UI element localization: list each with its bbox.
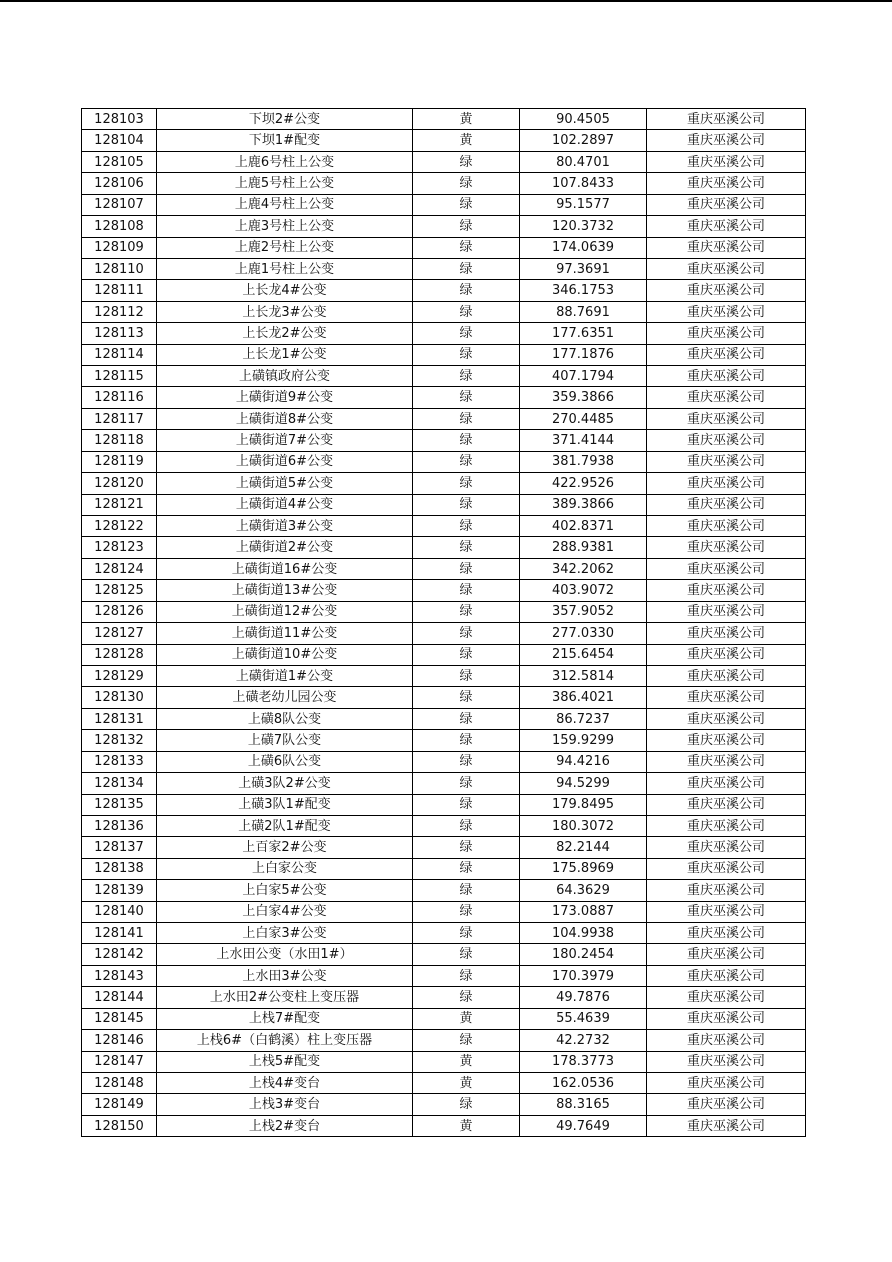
- table-row: [82, 537, 806, 558]
- transformer-name-cell: 上磺街道13#公变: [157, 580, 413, 601]
- status-grade-cell: 黄: [413, 109, 520, 130]
- status-grade-cell: 绿: [413, 901, 520, 922]
- table-row: [82, 687, 806, 708]
- station-code-cell: 128150: [82, 1115, 157, 1136]
- status-grade-cell: 黄: [413, 130, 520, 151]
- station-code-cell: 128107: [82, 194, 157, 215]
- status-grade-cell: 绿: [413, 730, 520, 751]
- table-row: [82, 965, 806, 986]
- company-cell: 重庆巫溪公司: [647, 944, 806, 965]
- table-row: [82, 858, 806, 879]
- station-code-cell: 128122: [82, 516, 157, 537]
- transformer-name-cell: 上栈3#变台: [157, 1094, 413, 1115]
- station-code-cell: 128129: [82, 665, 157, 686]
- metric-value-cell: 422.9526: [520, 473, 647, 494]
- company-cell: 重庆巫溪公司: [647, 773, 806, 794]
- company-cell: 重庆巫溪公司: [647, 451, 806, 472]
- table-row: [82, 258, 806, 279]
- status-grade-cell: 绿: [413, 237, 520, 258]
- table-row: [82, 1072, 806, 1093]
- transformer-name-cell: 上磺街道6#公变: [157, 451, 413, 472]
- transformer-name-cell: 上磺街道11#公变: [157, 623, 413, 644]
- status-grade-cell: 绿: [413, 601, 520, 622]
- transformer-name-cell: 上磺街道8#公变: [157, 408, 413, 429]
- company-cell: 重庆巫溪公司: [647, 323, 806, 344]
- transformer-name-cell: 上磺2队1#配变: [157, 815, 413, 836]
- status-grade-cell: 黄: [413, 1051, 520, 1072]
- company-cell: 重庆巫溪公司: [647, 194, 806, 215]
- status-grade-cell: 绿: [413, 516, 520, 537]
- company-cell: 重庆巫溪公司: [647, 644, 806, 665]
- transformer-name-cell: 上磺街道1#公变: [157, 665, 413, 686]
- station-code-cell: 128144: [82, 987, 157, 1008]
- status-grade-cell: 黄: [413, 1008, 520, 1029]
- station-code-cell: 128103: [82, 109, 157, 130]
- station-code-cell: 128113: [82, 323, 157, 344]
- table-row: [82, 1008, 806, 1029]
- metric-value-cell: 82.2144: [520, 837, 647, 858]
- station-code-cell: 128125: [82, 580, 157, 601]
- status-grade-cell: 绿: [413, 580, 520, 601]
- company-cell: 重庆巫溪公司: [647, 601, 806, 622]
- status-grade-cell: 绿: [413, 280, 520, 301]
- metric-value-cell: 175.8969: [520, 858, 647, 879]
- company-cell: 重庆巫溪公司: [647, 580, 806, 601]
- station-code-cell: 128142: [82, 944, 157, 965]
- status-grade-cell: 绿: [413, 558, 520, 579]
- station-code-cell: 128111: [82, 280, 157, 301]
- transformer-name-cell: 上磺街道9#公变: [157, 387, 413, 408]
- table-row: [82, 944, 806, 965]
- metric-value-cell: 381.7938: [520, 451, 647, 472]
- transformer-name-cell: 上白家4#公变: [157, 901, 413, 922]
- table-body: [82, 109, 806, 1137]
- station-code-cell: 128141: [82, 923, 157, 944]
- company-cell: 重庆巫溪公司: [647, 151, 806, 172]
- station-code-cell: 128146: [82, 1030, 157, 1051]
- status-grade-cell: 绿: [413, 173, 520, 194]
- table-row: [82, 109, 806, 130]
- metric-value-cell: 270.4485: [520, 408, 647, 429]
- status-grade-cell: 黄: [413, 1115, 520, 1136]
- status-grade-cell: 绿: [413, 623, 520, 644]
- metric-value-cell: 64.3629: [520, 880, 647, 901]
- table-row: [82, 1094, 806, 1115]
- company-cell: 重庆巫溪公司: [647, 1072, 806, 1093]
- station-code-cell: 128116: [82, 387, 157, 408]
- status-grade-cell: 绿: [413, 923, 520, 944]
- metric-value-cell: 312.5814: [520, 665, 647, 686]
- status-grade-cell: 绿: [413, 815, 520, 836]
- table-row: [82, 708, 806, 729]
- transformer-name-cell: 上磺老幼儿园公变: [157, 687, 413, 708]
- station-code-cell: 128119: [82, 451, 157, 472]
- table-row: [82, 516, 806, 537]
- status-grade-cell: 绿: [413, 1094, 520, 1115]
- metric-value-cell: 107.8433: [520, 173, 647, 194]
- company-cell: 重庆巫溪公司: [647, 516, 806, 537]
- table-row: [82, 237, 806, 258]
- company-cell: 重庆巫溪公司: [647, 558, 806, 579]
- transformer-name-cell: 上磺街道4#公变: [157, 494, 413, 515]
- metric-value-cell: 389.3866: [520, 494, 647, 515]
- status-grade-cell: 绿: [413, 751, 520, 772]
- table-row: [82, 815, 806, 836]
- company-cell: 重庆巫溪公司: [647, 708, 806, 729]
- transformer-name-cell: 下坝1#配变: [157, 130, 413, 151]
- company-cell: 重庆巫溪公司: [647, 494, 806, 515]
- metric-value-cell: 173.0887: [520, 901, 647, 922]
- status-grade-cell: 绿: [413, 258, 520, 279]
- status-grade-cell: 绿: [413, 366, 520, 387]
- status-grade-cell: 绿: [413, 944, 520, 965]
- table-row: [82, 644, 806, 665]
- station-code-cell: 128134: [82, 773, 157, 794]
- metric-value-cell: 180.3072: [520, 815, 647, 836]
- table-row: [82, 1115, 806, 1136]
- metric-value-cell: 371.4144: [520, 430, 647, 451]
- status-grade-cell: 绿: [413, 987, 520, 1008]
- table-row: [82, 987, 806, 1008]
- station-code-cell: 128138: [82, 858, 157, 879]
- company-cell: 重庆巫溪公司: [647, 815, 806, 836]
- transformer-name-cell: 上栈6#（白鹤溪）柱上变压器: [157, 1030, 413, 1051]
- status-grade-cell: 绿: [413, 1030, 520, 1051]
- status-grade-cell: 绿: [413, 216, 520, 237]
- transformer-name-cell: 上水田3#公变: [157, 965, 413, 986]
- table-row: [82, 151, 806, 172]
- station-code-cell: 128118: [82, 430, 157, 451]
- station-code-cell: 128117: [82, 408, 157, 429]
- company-cell: 重庆巫溪公司: [647, 430, 806, 451]
- station-code-cell: 128131: [82, 708, 157, 729]
- transformer-name-cell: 上栈2#变台: [157, 1115, 413, 1136]
- page-top-border: [0, 0, 892, 2]
- metric-value-cell: 159.9299: [520, 730, 647, 751]
- metric-value-cell: 49.7876: [520, 987, 647, 1008]
- company-cell: 重庆巫溪公司: [647, 344, 806, 365]
- status-grade-cell: 绿: [413, 194, 520, 215]
- table-row: [82, 301, 806, 322]
- table-row: [82, 473, 806, 494]
- company-cell: 重庆巫溪公司: [647, 858, 806, 879]
- station-code-cell: 128149: [82, 1094, 157, 1115]
- metric-value-cell: 180.2454: [520, 944, 647, 965]
- company-cell: 重庆巫溪公司: [647, 1115, 806, 1136]
- status-grade-cell: 绿: [413, 644, 520, 665]
- table-row: [82, 494, 806, 515]
- table-row: [82, 387, 806, 408]
- company-cell: 重庆巫溪公司: [647, 665, 806, 686]
- metric-value-cell: 88.7691: [520, 301, 647, 322]
- transformer-name-cell: 上鹿5号柱上公变: [157, 173, 413, 194]
- transformer-name-cell: 上白家5#公变: [157, 880, 413, 901]
- company-cell: 重庆巫溪公司: [647, 366, 806, 387]
- station-code-cell: 128109: [82, 237, 157, 258]
- table-row: [82, 665, 806, 686]
- metric-value-cell: 403.9072: [520, 580, 647, 601]
- transformer-name-cell: 上长龙4#公变: [157, 280, 413, 301]
- table-row: [82, 173, 806, 194]
- station-code-cell: 128130: [82, 687, 157, 708]
- metric-value-cell: 94.4216: [520, 751, 647, 772]
- table-row: [82, 837, 806, 858]
- company-cell: 重庆巫溪公司: [647, 473, 806, 494]
- company-cell: 重庆巫溪公司: [647, 537, 806, 558]
- station-code-cell: 128112: [82, 301, 157, 322]
- transformer-name-cell: 上鹿4号柱上公变: [157, 194, 413, 215]
- table-row: [82, 408, 806, 429]
- metric-value-cell: 386.4021: [520, 687, 647, 708]
- table-row: [82, 130, 806, 151]
- metric-value-cell: 179.8495: [520, 794, 647, 815]
- station-code-cell: 128147: [82, 1051, 157, 1072]
- station-code-cell: 128105: [82, 151, 157, 172]
- transformer-name-cell: 上鹿6号柱上公变: [157, 151, 413, 172]
- station-code-cell: 128135: [82, 794, 157, 815]
- metric-value-cell: 174.0639: [520, 237, 647, 258]
- table-row: [82, 323, 806, 344]
- station-code-cell: 128140: [82, 901, 157, 922]
- table-row: [82, 794, 806, 815]
- transformer-name-cell: 上磺街道16#公变: [157, 558, 413, 579]
- company-cell: 重庆巫溪公司: [647, 237, 806, 258]
- table-row: [82, 216, 806, 237]
- metric-value-cell: 42.2732: [520, 1030, 647, 1051]
- status-grade-cell: 绿: [413, 301, 520, 322]
- metric-value-cell: 80.4701: [520, 151, 647, 172]
- station-code-cell: 128123: [82, 537, 157, 558]
- transformer-name-cell: 上百家2#公变: [157, 837, 413, 858]
- table-row: [82, 601, 806, 622]
- company-cell: 重庆巫溪公司: [647, 880, 806, 901]
- transformer-name-cell: 上磺街道12#公变: [157, 601, 413, 622]
- metric-value-cell: 177.1876: [520, 344, 647, 365]
- transformer-name-cell: 上磺6队公变: [157, 751, 413, 772]
- table-row: [82, 366, 806, 387]
- transformer-name-cell: 上水田公变（水田1#）: [157, 944, 413, 965]
- status-grade-cell: 绿: [413, 151, 520, 172]
- table-row: [82, 1030, 806, 1051]
- status-grade-cell: 绿: [413, 473, 520, 494]
- metric-value-cell: 177.6351: [520, 323, 647, 344]
- company-cell: 重庆巫溪公司: [647, 109, 806, 130]
- table-row: [82, 558, 806, 579]
- table-row: [82, 880, 806, 901]
- transformer-name-cell: 上栈7#配变: [157, 1008, 413, 1029]
- company-cell: 重庆巫溪公司: [647, 1008, 806, 1029]
- metric-value-cell: 120.3732: [520, 216, 647, 237]
- metric-value-cell: 346.1753: [520, 280, 647, 301]
- company-cell: 重庆巫溪公司: [647, 130, 806, 151]
- transformer-name-cell: 上长龙3#公变: [157, 301, 413, 322]
- table-row: [82, 751, 806, 772]
- metric-value-cell: 215.6454: [520, 644, 647, 665]
- status-grade-cell: 绿: [413, 494, 520, 515]
- company-cell: 重庆巫溪公司: [647, 1094, 806, 1115]
- transformer-name-cell: 上磺3队2#公变: [157, 773, 413, 794]
- metric-value-cell: 342.2062: [520, 558, 647, 579]
- station-code-cell: 128126: [82, 601, 157, 622]
- status-grade-cell: 绿: [413, 387, 520, 408]
- metric-value-cell: 90.4505: [520, 109, 647, 130]
- metric-value-cell: 288.9381: [520, 537, 647, 558]
- company-cell: 重庆巫溪公司: [647, 1051, 806, 1072]
- status-grade-cell: 绿: [413, 451, 520, 472]
- station-code-cell: 128121: [82, 494, 157, 515]
- metric-value-cell: 49.7649: [520, 1115, 647, 1136]
- table-row: [82, 623, 806, 644]
- transformer-name-cell: 上鹿1号柱上公变: [157, 258, 413, 279]
- company-cell: 重庆巫溪公司: [647, 216, 806, 237]
- station-code-cell: 128148: [82, 1072, 157, 1093]
- station-code-cell: 128132: [82, 730, 157, 751]
- transformer-name-cell: 上白家公变: [157, 858, 413, 879]
- table-row: [82, 1051, 806, 1072]
- status-grade-cell: 绿: [413, 687, 520, 708]
- metric-value-cell: 402.8371: [520, 516, 647, 537]
- station-code-cell: 128115: [82, 366, 157, 387]
- station-code-cell: 128145: [82, 1008, 157, 1029]
- table-row: [82, 773, 806, 794]
- status-grade-cell: 绿: [413, 708, 520, 729]
- status-grade-cell: 绿: [413, 794, 520, 815]
- company-cell: 重庆巫溪公司: [647, 794, 806, 815]
- station-code-cell: 128124: [82, 558, 157, 579]
- station-code-cell: 128133: [82, 751, 157, 772]
- transformer-name-cell: 上磺镇政府公变: [157, 366, 413, 387]
- company-cell: 重庆巫溪公司: [647, 387, 806, 408]
- station-code-cell: 128137: [82, 837, 157, 858]
- company-cell: 重庆巫溪公司: [647, 965, 806, 986]
- company-cell: 重庆巫溪公司: [647, 987, 806, 1008]
- status-grade-cell: 绿: [413, 537, 520, 558]
- metric-value-cell: 97.3691: [520, 258, 647, 279]
- station-code-cell: 128114: [82, 344, 157, 365]
- status-grade-cell: 绿: [413, 858, 520, 879]
- metric-value-cell: 102.2897: [520, 130, 647, 151]
- transformer-table: [81, 108, 806, 1137]
- station-code-cell: 128108: [82, 216, 157, 237]
- company-cell: 重庆巫溪公司: [647, 751, 806, 772]
- metric-value-cell: 94.5299: [520, 773, 647, 794]
- metric-value-cell: 178.3773: [520, 1051, 647, 1072]
- status-grade-cell: 绿: [413, 408, 520, 429]
- metric-value-cell: 104.9938: [520, 923, 647, 944]
- station-code-cell: 128104: [82, 130, 157, 151]
- table-row: [82, 430, 806, 451]
- table-row: [82, 580, 806, 601]
- status-grade-cell: 绿: [413, 323, 520, 344]
- transformer-name-cell: 上磺街道10#公变: [157, 644, 413, 665]
- transformer-name-cell: 上磺3队1#配变: [157, 794, 413, 815]
- transformer-name-cell: 上白家3#公变: [157, 923, 413, 944]
- metric-value-cell: 55.4639: [520, 1008, 647, 1029]
- company-cell: 重庆巫溪公司: [647, 623, 806, 644]
- metric-value-cell: 357.9052: [520, 601, 647, 622]
- metric-value-cell: 95.1577: [520, 194, 647, 215]
- company-cell: 重庆巫溪公司: [647, 280, 806, 301]
- status-grade-cell: 绿: [413, 773, 520, 794]
- transformer-name-cell: 上磺8队公变: [157, 708, 413, 729]
- status-grade-cell: 绿: [413, 665, 520, 686]
- company-cell: 重庆巫溪公司: [647, 1030, 806, 1051]
- transformer-name-cell: 上栈5#配变: [157, 1051, 413, 1072]
- status-grade-cell: 绿: [413, 344, 520, 365]
- station-code-cell: 128106: [82, 173, 157, 194]
- status-grade-cell: 绿: [413, 880, 520, 901]
- status-grade-cell: 绿: [413, 837, 520, 858]
- company-cell: 重庆巫溪公司: [647, 173, 806, 194]
- status-grade-cell: 绿: [413, 430, 520, 451]
- company-cell: 重庆巫溪公司: [647, 687, 806, 708]
- table-row: [82, 923, 806, 944]
- transformer-name-cell: 上水田2#公变柱上变压器: [157, 987, 413, 1008]
- company-cell: 重庆巫溪公司: [647, 730, 806, 751]
- metric-value-cell: 86.7237: [520, 708, 647, 729]
- table-row: [82, 730, 806, 751]
- transformer-name-cell: 上鹿3号柱上公变: [157, 216, 413, 237]
- company-cell: 重庆巫溪公司: [647, 901, 806, 922]
- transformer-name-cell: 上磺街道7#公变: [157, 430, 413, 451]
- transformer-name-cell: 上鹿2号柱上公变: [157, 237, 413, 258]
- station-code-cell: 128120: [82, 473, 157, 494]
- transformer-name-cell: 上栈4#变台: [157, 1072, 413, 1093]
- station-code-cell: 128143: [82, 965, 157, 986]
- table-row: [82, 344, 806, 365]
- status-grade-cell: 绿: [413, 965, 520, 986]
- company-cell: 重庆巫溪公司: [647, 923, 806, 944]
- transformer-name-cell: 上磺7队公变: [157, 730, 413, 751]
- transformer-name-cell: 上磺街道5#公变: [157, 473, 413, 494]
- table-row: [82, 280, 806, 301]
- company-cell: 重庆巫溪公司: [647, 837, 806, 858]
- transformer-name-cell: 下坝2#公变: [157, 109, 413, 130]
- company-cell: 重庆巫溪公司: [647, 408, 806, 429]
- metric-value-cell: 277.0330: [520, 623, 647, 644]
- metric-value-cell: 359.3866: [520, 387, 647, 408]
- station-code-cell: 128127: [82, 623, 157, 644]
- station-code-cell: 128136: [82, 815, 157, 836]
- transformer-name-cell: 上磺街道2#公变: [157, 537, 413, 558]
- metric-value-cell: 170.3979: [520, 965, 647, 986]
- table-row: [82, 901, 806, 922]
- metric-value-cell: 88.3165: [520, 1094, 647, 1115]
- company-cell: 重庆巫溪公司: [647, 258, 806, 279]
- status-grade-cell: 黄: [413, 1072, 520, 1093]
- company-cell: 重庆巫溪公司: [647, 301, 806, 322]
- station-code-cell: 128128: [82, 644, 157, 665]
- transformer-name-cell: 上长龙1#公变: [157, 344, 413, 365]
- station-code-cell: 128110: [82, 258, 157, 279]
- transformer-name-cell: 上磺街道3#公变: [157, 516, 413, 537]
- transformer-name-cell: 上长龙2#公变: [157, 323, 413, 344]
- table-row: [82, 451, 806, 472]
- table-row: [82, 194, 806, 215]
- metric-value-cell: 162.0536: [520, 1072, 647, 1093]
- metric-value-cell: 407.1794: [520, 366, 647, 387]
- station-code-cell: 128139: [82, 880, 157, 901]
